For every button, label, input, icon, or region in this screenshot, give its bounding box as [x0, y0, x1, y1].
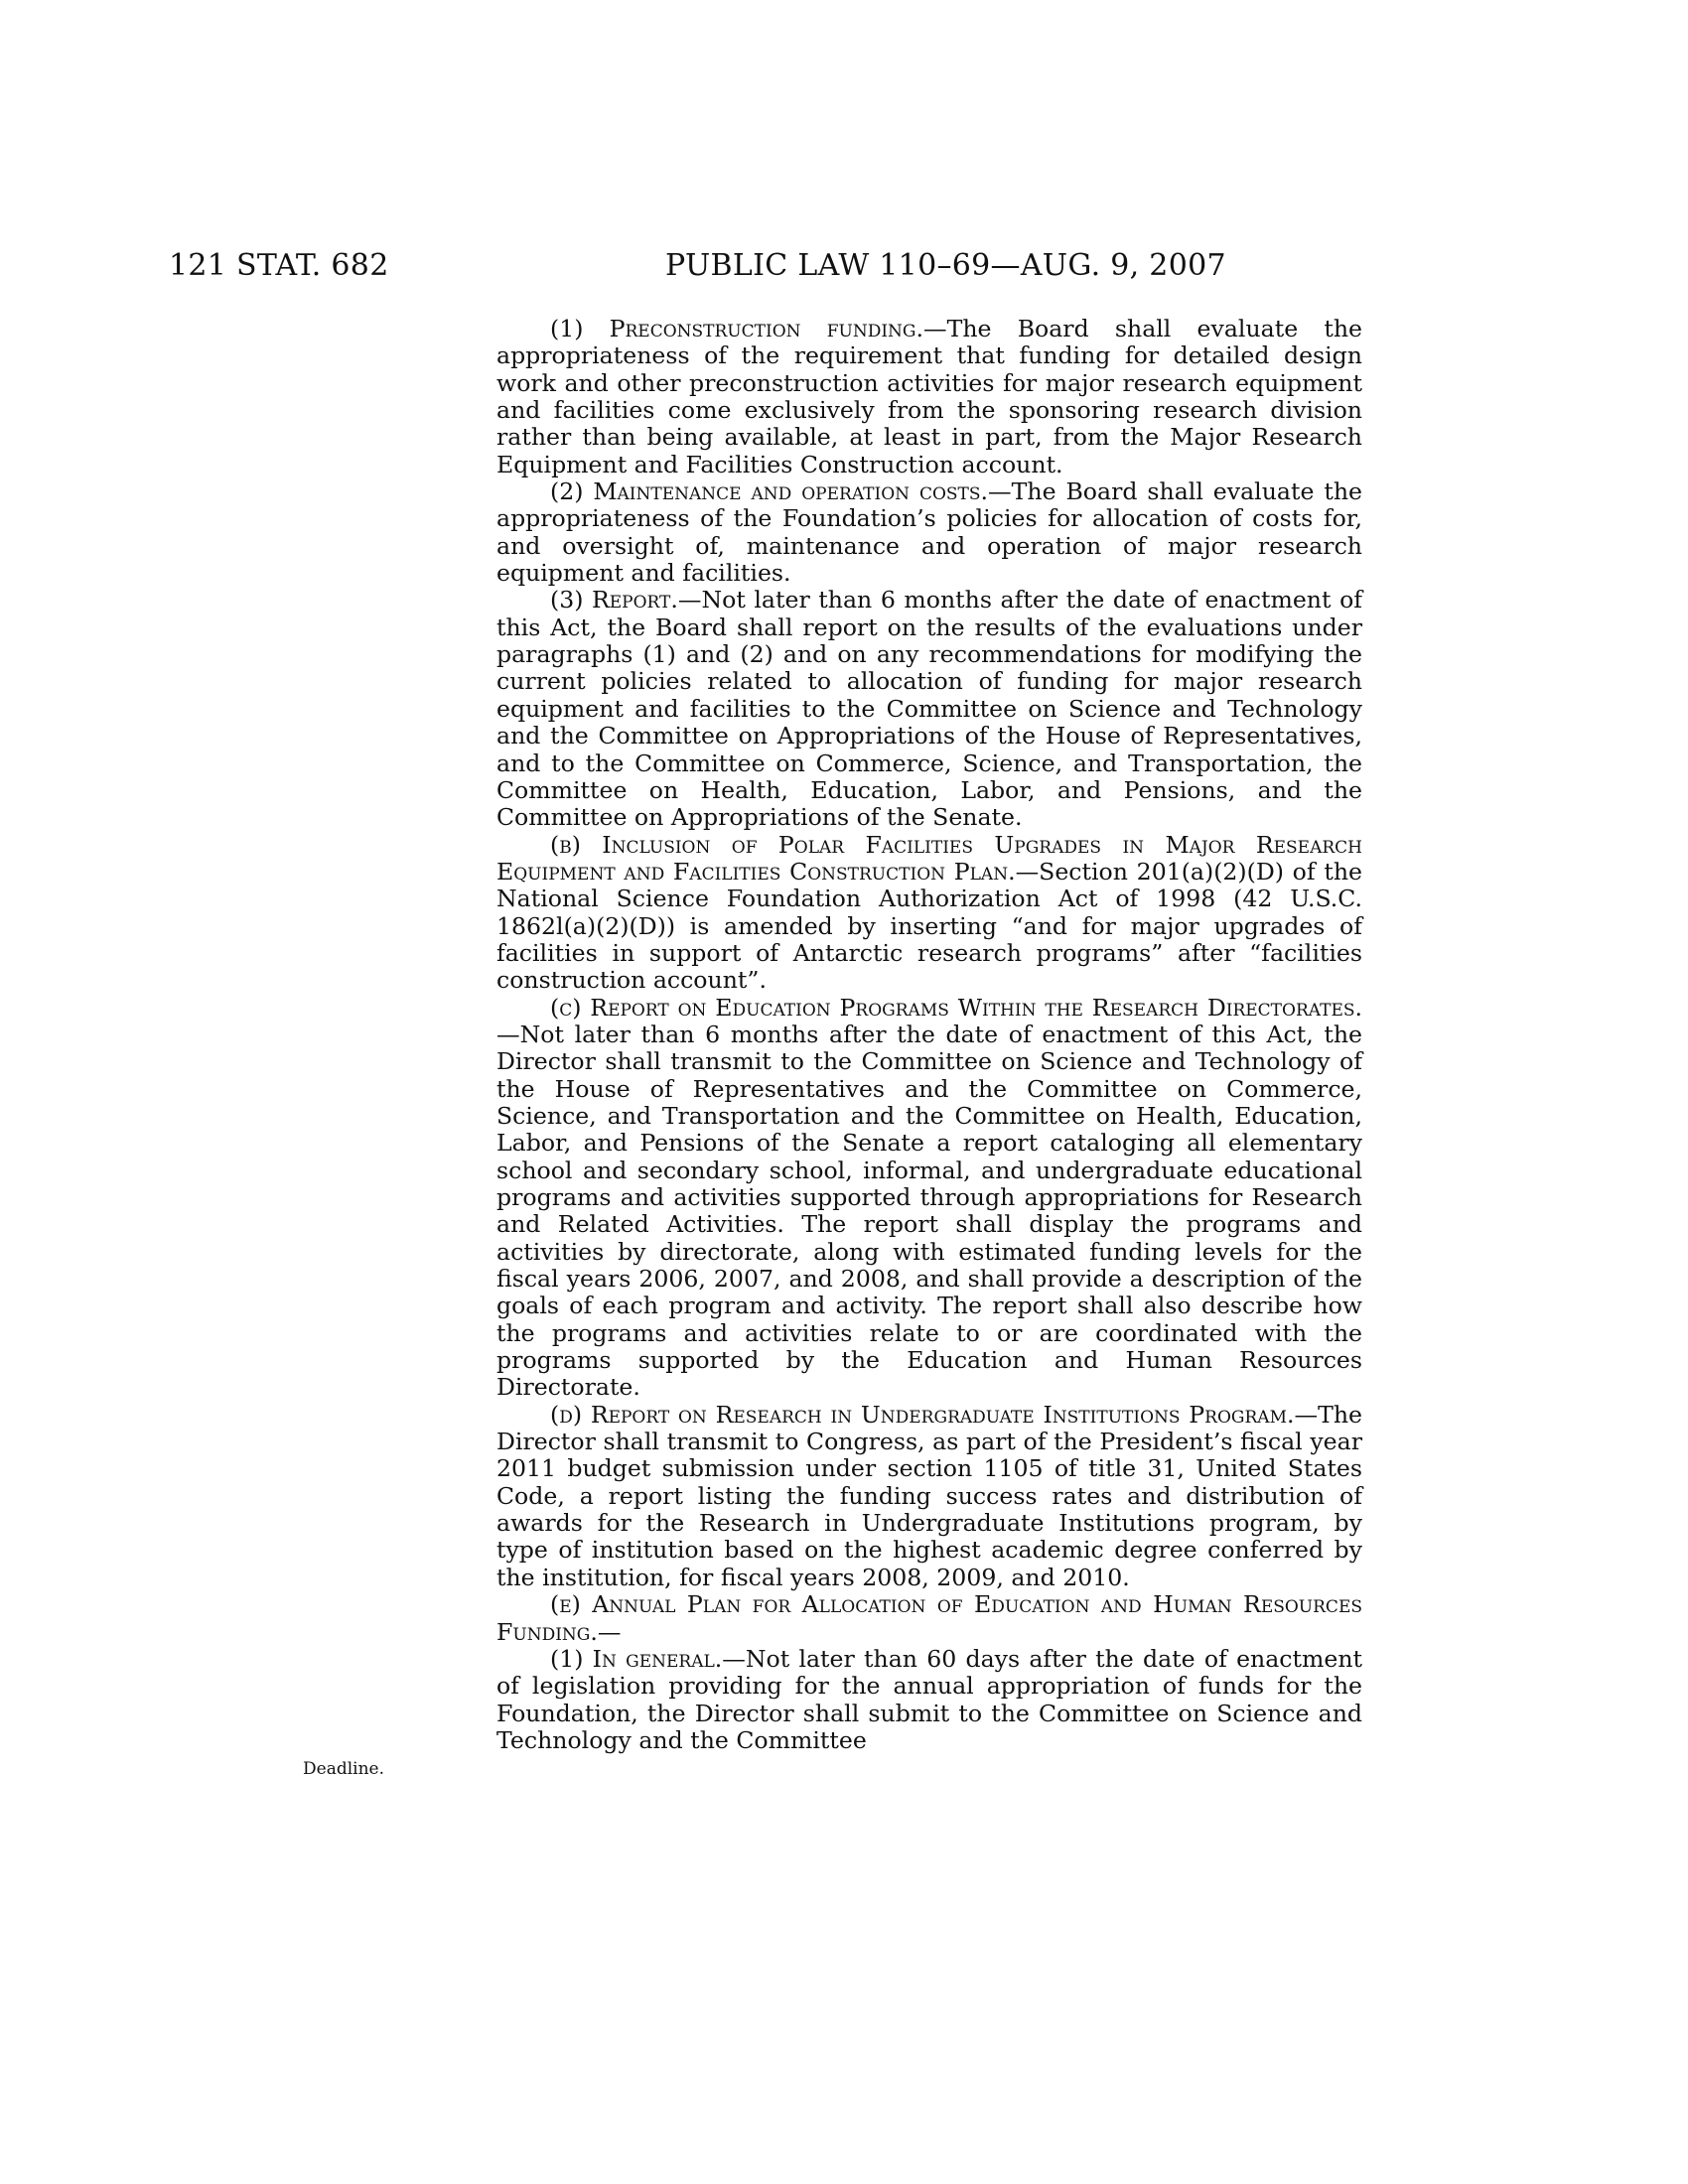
- paragraph-heading: (1) Preconstruction funding.: [550, 315, 924, 342]
- subsection-heading: (d) Report on Research in Undergraduate Institutions Program.: [550, 1400, 1295, 1429]
- paragraph-heading: (1) In general.: [550, 1644, 723, 1673]
- subsection-text: —: [597, 1617, 622, 1646]
- paragraph-text: —Not later than 60 days after the date of enactment of legislation providing for the annual appropriation of funds for the Foundation, the Director shall submit to the Committee on Science and Technology and the Committee: [496, 1644, 1362, 1754]
- subsection-text: —Section 201(a)(2)(D) of the National Science Foundation Authorization Act of 1998 (42 U.S.C. 1862l(a)(2)(D)) is amended by inserting “and for major upgrades of facilities in support of Antarctic research programs” after “facilities construction account”.: [496, 857, 1362, 995]
- statute-page-number: 121 STAT. 682: [169, 248, 389, 283]
- subsection-text: —The Director shall transmit to Congress, as part of the President’s fiscal year 2011 budget submission under section 1105 of title 31, United States Code, a report listing the funding success rates and distribution of awards for the Research in Undergraduate Institutions program, by type of institution based on the highest academic degree conferred by the institution, for fiscal years 2008, 2009, and 2010.: [496, 1400, 1362, 1591]
- subsection-d-undergraduate-institutions-report: [496, 1402, 1362, 1591]
- paragraph-report: [496, 587, 1362, 831]
- paragraph-heading: (2) Maintenance and operation costs.: [550, 478, 989, 506]
- subsection-b-polar-facilities: [496, 832, 1362, 995]
- subsection-e-annual-plan: [496, 1591, 1362, 1646]
- subsection-heading: (e) Annual Plan for Allocation of Education and Human Resources Funding.: [496, 1590, 1362, 1646]
- paragraph-maintenance-operation-costs: [496, 478, 1362, 587]
- paragraph-in-general: [496, 1646, 1362, 1754]
- paragraph-preconstruction-funding: [496, 316, 1362, 478]
- subsection-heading: (c) Report on Education Programs Within the Research Directorates.: [550, 993, 1362, 1022]
- subsection-text: —Not later than 6 months after the date of enactment of this Act, the Director shall transmit to the Committee on Science and Technology of the House of Representatives and the Committee on Commerce, Science, and Transportation and the Committee on Health, Education, Labor, and Pensions of the Senate a report cataloging all elementary school and secondary school, informal, and undergraduate educational programs and activities supported through appropriations for Research and Related Activities. The report shall display the programs and activities by directorate, along with estimated funding levels for the fiscal years 2006, 2007, and 2008, and shall provide a description of the goals of each program and activity. The report shall also describe how the programs and activities relate to or are coordinated with the programs supported by the Education and Human Resources Directorate.: [496, 1020, 1362, 1402]
- subsection-heading: (b) Inclusion of Polar Facilities Upgrades in Major Research Equipment and Facilities Construction Plan.: [496, 830, 1362, 886]
- page-header: [0, 248, 1688, 292]
- paragraph-text: —Not later than 6 months after the date of enactment of this Act, the Board shall report on the results of the evaluations under paragraphs (1) and (2) and on any recommendations for modifying the current policies related to allocation of funding for major research equipment and facilities to the Committee on Science and Technology and the Committee on Appropriations of the House of Representatives, and to the Committee on Commerce, Science, and Transportation, the Committee on Health, Education, Labor, and Pensions, and the Committee on Appropriations of the Senate.: [496, 586, 1363, 832]
- running-head: PUBLIC LAW 110–69—AUG. 9, 2007: [665, 248, 1226, 283]
- paragraph-text: —The Board shall evaluate the appropriateness of the requirement that funding for detailed design work and other preconstruction activities for major research equipment and facilities come exclusively from the sponsoring research division rather than being available, at least in part, from the Major Research Equipment and Facilities Construction account.: [496, 315, 1362, 478]
- margin-note-deadline: Deadline.: [303, 1759, 384, 1779]
- body-text: [496, 316, 1362, 1754]
- paragraph-text: —The Board shall evaluate the appropriateness of the Foundation’s policies for allocation of costs for, and oversight of, maintenance and operation of major research equipment and facilities.: [496, 478, 1362, 588]
- subsection-c-education-programs-report: [496, 995, 1362, 1402]
- paragraph-heading: (3) Report.: [550, 586, 678, 614]
